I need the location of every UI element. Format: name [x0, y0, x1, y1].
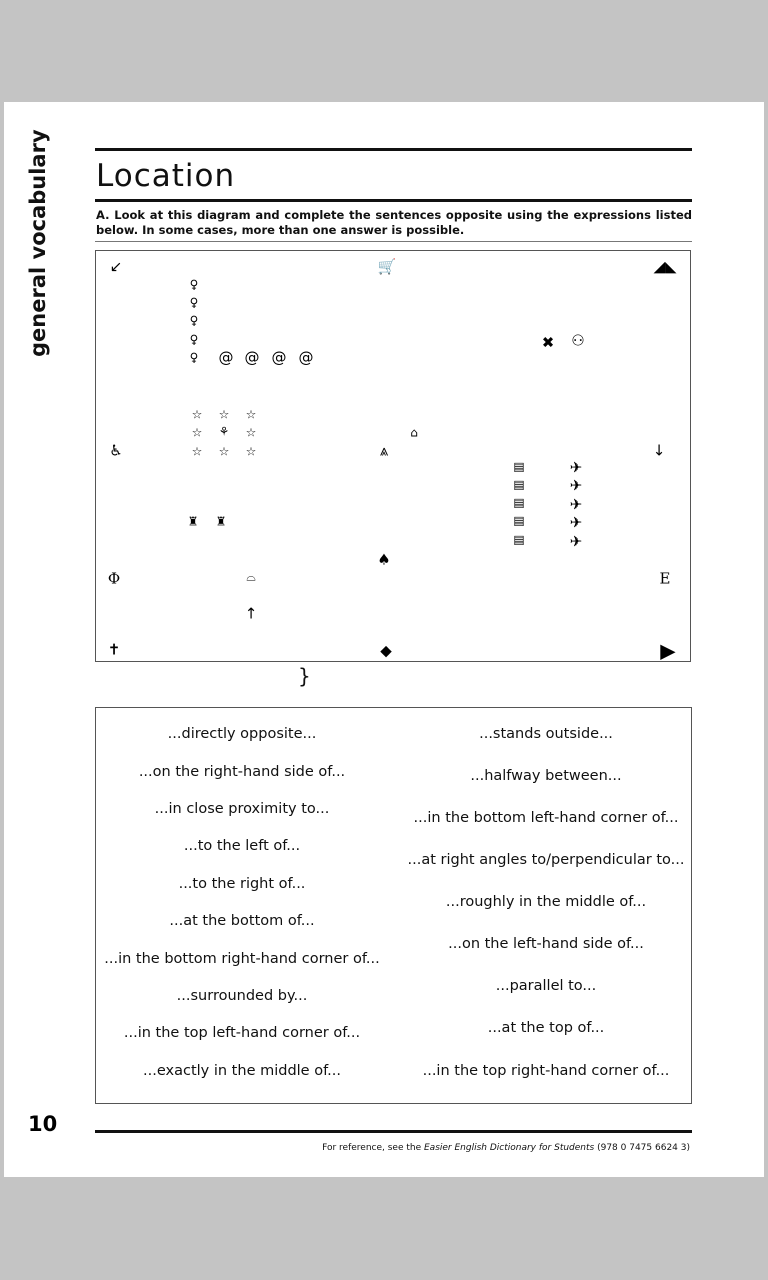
woman-with-pram-icon: ♿ — [109, 441, 123, 460]
footer-reference — [322, 1143, 690, 1153]
star-icon: ☆ — [218, 407, 230, 422]
fish-icon: ◆ — [380, 641, 392, 660]
expression: ...directly opposite... — [167, 726, 317, 742]
child-figure-icon: ♀ — [189, 313, 199, 328]
figure-icon: ♜ — [187, 514, 199, 529]
arrow-down-icon: ↓ — [652, 441, 666, 460]
section-label: general vocabulary — [26, 129, 50, 357]
jet-plane-icon: ✈ — [569, 458, 583, 477]
expression: ...to the right of... — [178, 876, 306, 892]
jet-plane-icon: ✈ — [569, 532, 583, 551]
cross-icon: ✖ — [541, 333, 555, 352]
jet-plane-icon: ✈ — [569, 476, 583, 495]
dancer-icon: ⚘ — [218, 424, 230, 439]
expression: ...surrounded by... — [176, 988, 308, 1004]
expression: ...on the right-hand side of... — [138, 764, 346, 780]
star-icon: ☆ — [245, 444, 257, 459]
jet-plane-icon: ✈ — [569, 495, 583, 514]
child-figure-icon: ♀ — [189, 295, 199, 310]
star-icon: ☆ — [245, 425, 257, 440]
expression: ...to the left of... — [183, 838, 301, 854]
snail-icon: @ — [271, 348, 287, 367]
arrow-up-icon: ↑ — [244, 604, 258, 623]
expression: ...at right angles to/perpendicular to... — [407, 852, 685, 868]
film-strip-icon: ▤ — [513, 459, 525, 474]
whale-icon: ◢◣ — [653, 257, 677, 276]
expression: ...on the left-hand side of... — [448, 936, 644, 952]
location-diagram — [95, 250, 691, 662]
star-icon: ☆ — [245, 407, 257, 422]
expression: ...stands outside... — [479, 726, 613, 742]
film-strip-icon: ▤ — [513, 532, 525, 547]
expression: ...in the top right-hand corner of... — [422, 1063, 670, 1079]
snail-icon: @ — [244, 348, 260, 367]
expression: ...halfway between... — [470, 768, 622, 784]
arrow-down-left-icon: ↙ — [109, 257, 123, 276]
star-icon: ☆ — [191, 407, 203, 422]
tower-icon: ⩓ — [379, 441, 389, 460]
figure-icon: ♜ — [215, 514, 227, 529]
grave-cross-icon: ✝ — [107, 640, 121, 659]
film-strip-icon: ▤ — [513, 477, 525, 492]
divider — [95, 1130, 692, 1133]
star-icon: ☆ — [191, 444, 203, 459]
bell-icon: ♠ — [377, 550, 391, 569]
expression: ...parallel to... — [495, 978, 597, 994]
house-icon: ⌂ — [410, 425, 418, 440]
film-strip-icon: ▤ — [513, 495, 525, 510]
expression: ...at the bottom of... — [169, 913, 315, 929]
letter-phi: Φ — [107, 569, 121, 588]
running-figures-icon: ⚇ — [571, 331, 585, 350]
snail-icon: @ — [218, 348, 234, 367]
star-icon: ☆ — [218, 444, 230, 459]
jet-plane-icon: ✈ — [569, 513, 583, 532]
graduation-cap-icon: ⌓ — [246, 569, 256, 584]
child-figure-icon: ♀ — [189, 350, 199, 365]
child-figure-icon: ♀ — [189, 277, 199, 292]
footer-prefix: For reference, see the — [322, 1143, 424, 1153]
expression: ...in the bottom right-hand corner of... — [104, 951, 380, 967]
instruction: A. Look at this diagram and complete the sentences opposite using the expressions listed below. In some cases, more than one answer is possible. — [96, 208, 692, 237]
person-with-trolley-icon: 🛒 — [377, 257, 397, 276]
divider — [95, 148, 692, 151]
expressions-box — [95, 707, 692, 1104]
page-number: 10 — [28, 1112, 58, 1136]
divider — [95, 199, 692, 202]
expression: ...exactly in the middle of... — [143, 1063, 341, 1079]
expression: ...in the top left-hand corner of... — [123, 1025, 361, 1041]
expression: ...in the bottom left-hand corner of... — [413, 810, 679, 826]
letter-e: E — [659, 569, 671, 588]
footer-book-title: Easier English Dictionary for Students — [424, 1143, 595, 1153]
divider — [95, 241, 692, 242]
child-figure-icon: ♀ — [189, 332, 199, 347]
footer-isbn: (978 0 7475 6624 3) — [594, 1143, 690, 1153]
star-icon: ☆ — [191, 425, 203, 440]
expression: ...in close proximity to... — [154, 801, 330, 817]
film-strip-icon: ▤ — [513, 513, 525, 528]
snail-icon: @ — [298, 348, 314, 367]
play-triangle-icon: ▶ — [660, 638, 676, 663]
page-title: Location — [96, 158, 236, 194]
expression: ...roughly in the middle of... — [445, 894, 647, 910]
expression: ...at the top of... — [487, 1020, 605, 1036]
brace-icon: } — [298, 664, 311, 688]
